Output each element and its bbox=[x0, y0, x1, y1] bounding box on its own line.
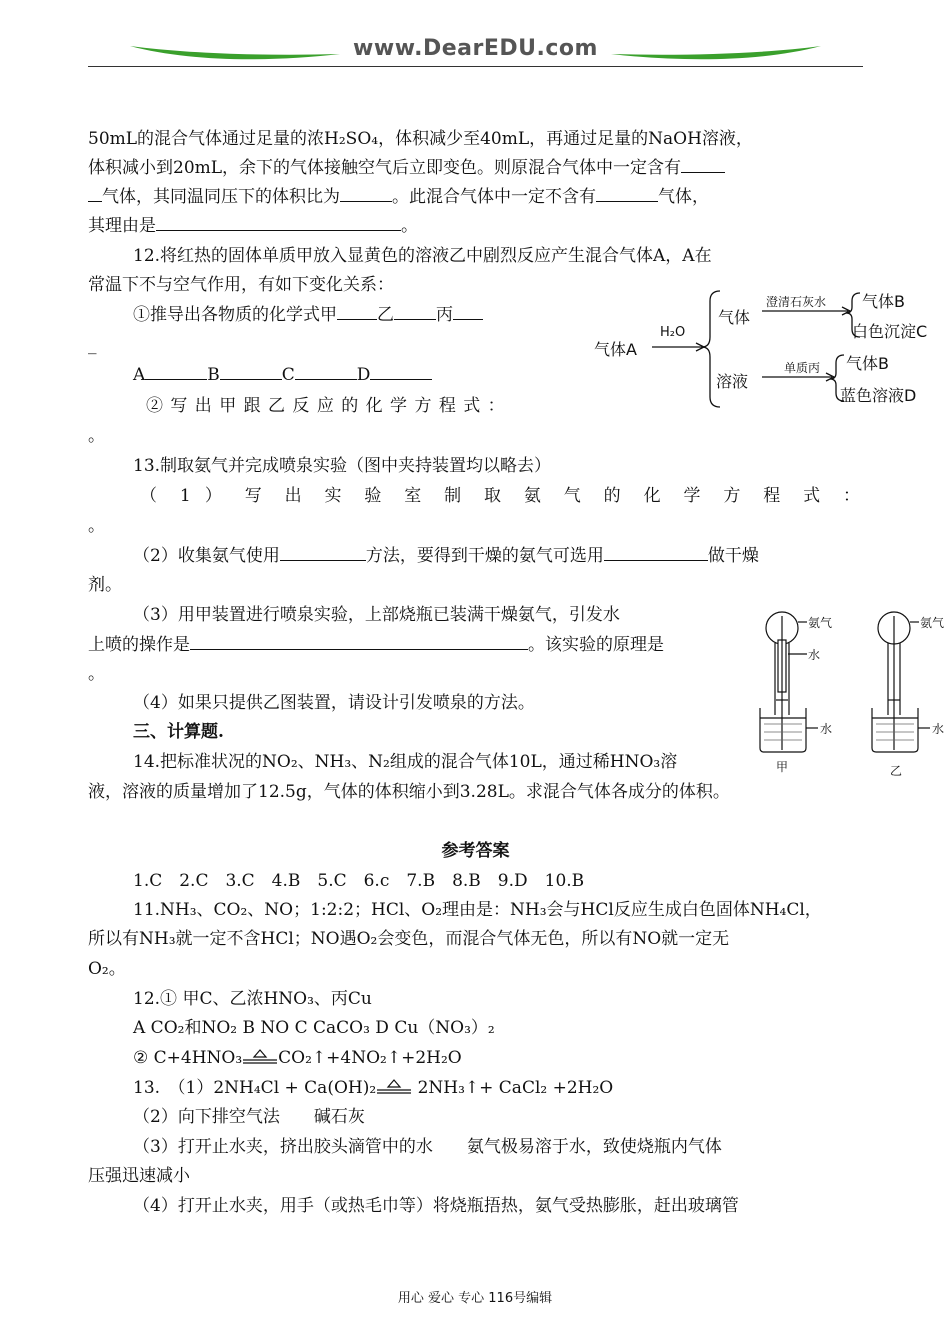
heat-arrow-icon bbox=[376, 1079, 412, 1095]
scheme-limewater: 澄清石灰水 bbox=[766, 295, 827, 309]
label-jia: 甲 bbox=[776, 760, 789, 774]
q13-line7: 上喷的操作是 。该实验的原理是 bbox=[88, 635, 664, 655]
scheme-gas-a: 气体A bbox=[594, 340, 637, 359]
q11-line2: 体积减小到20mL，余下的气体接触空气后立即变色。则原混合气体中一定含有 bbox=[88, 157, 863, 179]
page-header bbox=[88, 30, 863, 70]
label-ammonia-jia: 氨气 bbox=[808, 616, 833, 630]
q12-line2: 常温下不与空气作用，有如下变化关系： bbox=[88, 275, 394, 295]
scheme-gas-b2: 气体B bbox=[846, 354, 889, 373]
answer12-line3: ② C+4HNO₃ CO₂↑+4NO₂↑+2H₂O bbox=[133, 1048, 462, 1068]
answer13-line5: （4）打开止水夹，用手（或热毛巾等）将烧瓶捂热，氨气受热膨胀，赶出玻璃管 bbox=[133, 1196, 739, 1216]
answer13-line3: （3）打开止水夹，挤出胶头滴管中的水 氨气极易溶于水，致使烧瓶内气体 bbox=[133, 1137, 722, 1157]
answer11-line3: O₂。 bbox=[88, 959, 126, 979]
answer13-line4: 压强迅速减小 bbox=[88, 1166, 190, 1186]
scheme-blue-solution: 蓝色溶液D bbox=[840, 386, 917, 405]
q13-line1: 13.制取氨气并完成喷泉实验（图中夹持装置均以略去） bbox=[133, 456, 552, 476]
q12-line7: 。 bbox=[88, 426, 105, 446]
header-rule bbox=[88, 66, 863, 67]
q12-line1: 12.将红热的固体单质甲放入显黄色的溶液乙中剧烈反应产生混合气体A，A在 bbox=[133, 246, 712, 266]
q12-line6: ② 写 出 甲 跟 乙 反 应 的 化 学 方 程 式 ： bbox=[146, 396, 506, 416]
label-water-yi: 水 bbox=[932, 722, 945, 736]
q12-line4: _ bbox=[88, 335, 97, 355]
heat-arrow-icon bbox=[242, 1049, 278, 1065]
q11-line3: 气体，其同温同压下的体积比为 。此混合气体中一定不含有 气体， bbox=[88, 186, 863, 208]
q13-line4: （2）收集氨气使用 方法，要得到干燥的氨气可选用 做干燥 bbox=[133, 546, 759, 566]
answers-mc: 1.C 2.C 3.C 4.B 5.C 6.c 7.B 8.B 9.D 10.B bbox=[133, 871, 585, 891]
answer12-line2: A CO₂和NO₂ B NO C CaCO₃ D Cu（NO₃）₂ bbox=[133, 1018, 495, 1038]
answer13-line2: （2）向下排空气法 碱石灰 bbox=[133, 1107, 365, 1127]
answer11-line1: 11.NH₃、CO₂、NO；1:2:2；HCl、O₂理由是：NH₃会与HCl反应生成白色固体NH₄Cl， bbox=[133, 900, 822, 920]
q11-line4: 其理由是 。 bbox=[88, 216, 418, 236]
scheme-h2o: H₂O bbox=[660, 325, 686, 340]
scheme-solution: 溶液 bbox=[716, 372, 749, 391]
scheme-gas: 气体 bbox=[718, 308, 751, 327]
label-water-jia: 水 bbox=[820, 722, 833, 736]
q13-line5: 剂。 bbox=[88, 575, 122, 595]
page-footer: 用心 爱心 专心 116号编辑 bbox=[397, 1291, 553, 1306]
label-ammonia-yi: 氨气 bbox=[920, 616, 945, 630]
q13-line2: （ 1 ） 写 出 实 验 室 制 取 氨 气 的 化 学 方 程 式 ： bbox=[140, 486, 860, 506]
section3-title: 三、计算题. bbox=[133, 722, 224, 742]
q12-line5: A B C D bbox=[133, 364, 908, 386]
answer13-line1: 13. （1）2NH₄Cl + Ca(OH)₂ 2NH₃↑+ CaCl₂ +2H₂O bbox=[133, 1078, 614, 1098]
q13-line9: （4）如果只提供乙图装置，请设计引发喷泉的方法。 bbox=[133, 693, 535, 713]
q14-line2: 液，溶液的质量增加了12.5g，气体的体积缩小到3.28L。求混合气体各成分的体积。 bbox=[88, 782, 730, 802]
q13-line3: 。 bbox=[88, 516, 105, 536]
answers-title: 参考答案 bbox=[441, 841, 510, 861]
q11-line1: 50mL的混合气体通过足量的浓H₂SO₄，体积减少至40mL，再通过足量的NaOH溶液， bbox=[88, 129, 753, 149]
label-yi: 乙 bbox=[890, 764, 903, 778]
answer12-line1: 12.① 甲C、乙浓HNO₃、丙Cu bbox=[133, 989, 372, 1009]
site-logo-text: www.DearEDU.com bbox=[353, 36, 598, 61]
q12-line3: ①推导出各物质的化学式甲 乙 丙 bbox=[133, 304, 908, 326]
label-water-dropper: 水 bbox=[808, 648, 821, 662]
q13-line8: 。 bbox=[88, 664, 105, 684]
q14-line1: 14.把标准状况的NO₂、NH₃、N₂组成的混合气体10L，通过稀HNO₃溶 bbox=[133, 752, 678, 772]
q13-line6: （3）用甲装置进行喷泉实验，上部烧瓶已装满干燥氨气，引发水 bbox=[133, 605, 620, 625]
scheme-gas-b1: 气体B bbox=[862, 292, 905, 311]
scheme-element-c: 单质丙 bbox=[784, 361, 821, 375]
scheme-white-ppt: 白色沉淀C bbox=[852, 322, 928, 341]
reaction-scheme bbox=[590, 285, 950, 415]
answer11-line2: 所以有NH₃就一定不含HCl；NO遇O₂会变色，而混合气体无色，所以有NO就一定无 bbox=[88, 929, 730, 949]
